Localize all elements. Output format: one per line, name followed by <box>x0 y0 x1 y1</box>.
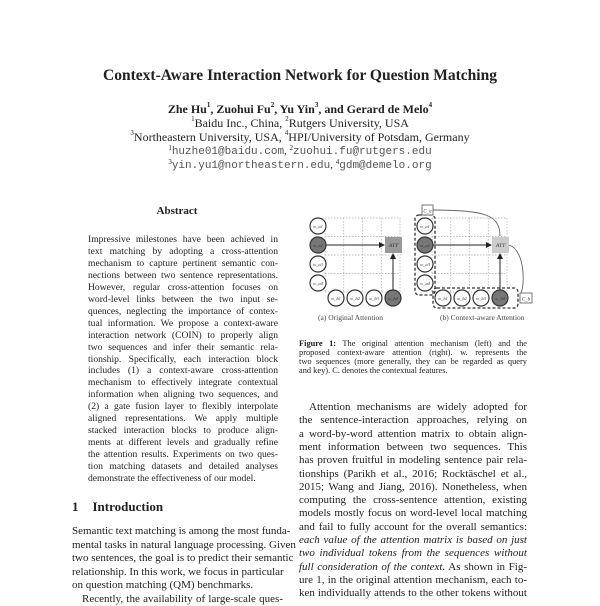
abstract-line: However, regular cross-attention focuses on <box>88 281 278 293</box>
att-label: ATT <box>495 243 506 249</box>
author-name: Gerard de Melo <box>346 102 429 116</box>
line-text: each value of the attention matrix is based on just <box>299 534 527 546</box>
abstract-line: interaction network (COIN) to properly align <box>88 329 278 341</box>
sup: 1 <box>191 115 195 123</box>
body-line <box>299 481 527 494</box>
token-label: w_a3 <box>420 262 430 267</box>
paper-title: Context-Aware Interaction Network for Question Matching <box>103 67 497 84</box>
abstract-line: mechanism to effectively integrate contextual <box>88 377 278 389</box>
line-text: two individual tokens from the sequences without <box>299 547 527 560</box>
abstract-line: two sequences and infer their semantic rela- <box>88 341 278 353</box>
section-heading-introduction <box>72 499 177 515</box>
sup: 3 <box>168 158 172 166</box>
body-line <box>299 441 527 454</box>
line-text: models mostly focus on word-level local matching <box>299 507 527 520</box>
token-label: w_b3 <box>476 296 486 301</box>
sep: , <box>274 102 280 116</box>
abstract-line: stacked interaction blocks to produce align- <box>88 425 278 437</box>
abstract-line: demonstrate the effectiveness of our model. <box>88 473 256 484</box>
abstract-line: aligned representations. We apply multiple <box>88 413 278 425</box>
line-text: the sentence-interaction approaches, relying on <box>299 414 527 427</box>
abstract-line: quences, neglecting the importance of contex- <box>88 305 278 317</box>
abstract-line: text matching by adopting a cross-attention <box>88 245 278 257</box>
token-label: w_a4 <box>313 281 323 286</box>
sup: 4 <box>284 129 289 137</box>
sup: 2 <box>285 115 289 123</box>
caption-line: proposed context-aware attention (right). w. represents the <box>299 348 527 357</box>
body-line <box>299 574 527 587</box>
body-line <box>299 468 527 481</box>
line-text: 2015; Wang and Jiang, 2016). Nonetheless, when <box>299 480 527 493</box>
intro-line: two sentences, the goal is to predict their semantic <box>72 552 294 564</box>
body-line <box>299 547 527 560</box>
subcaption-a: (a) Original Attention <box>318 313 383 322</box>
abstract-line: Impressive milestones have been achieved in <box>88 234 278 245</box>
sup: 1 <box>168 144 172 152</box>
line-text: As shown in Fig- <box>445 560 527 573</box>
token-label: w_a2 <box>313 243 323 248</box>
abstract-line: (2) a gate fusion layer to flexibly interpolate <box>88 401 278 413</box>
email: gdm@demelo.org <box>339 160 432 172</box>
caption-line <box>299 339 527 348</box>
author-name: Zuohui Fu <box>216 102 271 116</box>
sup: 3 <box>130 129 134 137</box>
intro-line: on question matching (QM) benchmarks. <box>72 579 254 591</box>
body-line <box>299 561 527 574</box>
email: huzhe01@baidu.com <box>171 146 285 158</box>
line-text: ken individually attends to the other tokens without <box>299 587 527 600</box>
token-label: w_a3 <box>313 262 323 267</box>
body-line <box>299 521 527 534</box>
token-label: w_b2 <box>350 296 360 301</box>
affiliation: Baidu Inc., China, <box>194 116 286 130</box>
intro-line: Recently, the availability of large-scale ques- <box>82 592 283 605</box>
line-text: has proven fruitful in modeling sentence pair rela- <box>299 454 527 467</box>
affiliation: Northeastern University, USA, <box>133 130 285 144</box>
att-label: ATT <box>388 243 399 249</box>
sep: , <box>210 102 217 116</box>
line-text: full consideration of the context. <box>299 560 446 573</box>
body-line <box>299 494 527 507</box>
context-label-a: C_a <box>423 209 432 215</box>
context-curve <box>509 245 523 293</box>
caption-text: The original attention mechanism (left) and the <box>336 339 527 348</box>
sep: , and <box>318 102 347 116</box>
abstract-line: the attention results. Experiments on two ques- <box>88 449 278 461</box>
token-label: w_a2 <box>420 243 430 248</box>
subcaption-b: (b) Context-aware Attention <box>440 313 525 322</box>
section-number: 1 <box>72 499 79 514</box>
author-sup: 4 <box>428 101 433 109</box>
context-label-b: C_b <box>521 297 531 303</box>
body-line <box>309 401 527 414</box>
author-name: Yu Yin <box>279 102 315 116</box>
line-text: computing the cross-sentence attention, existing <box>299 494 527 507</box>
abstract-line: word-level links between the two input se- <box>88 293 278 305</box>
sup: 4 <box>335 158 340 166</box>
token-label: w_b2 <box>457 296 467 301</box>
token-label: w_b3 <box>369 296 379 301</box>
abstract-line: tual information. We propose a context-aware <box>88 317 278 329</box>
email: zuohui.fu@rutgers.edu <box>293 146 432 158</box>
affiliation: HPI/University of Potsdam, Germany <box>288 130 470 144</box>
body-line <box>299 587 527 600</box>
context-curve <box>433 210 500 236</box>
abstract-line: ments at different levels and gradually refine <box>88 437 278 449</box>
section-title: Introduction <box>92 499 164 514</box>
token-label: w_b4 <box>388 296 398 301</box>
token-label: w_a1 <box>420 224 430 229</box>
body-line <box>299 507 527 520</box>
author-name: Zhe Hu <box>167 102 207 116</box>
body-line <box>299 534 527 547</box>
line-text: ure 1, in the original attention mechanism, each to- <box>299 573 527 586</box>
affiliation: Rutgers University, USA <box>288 116 409 130</box>
intro-line: Semantic text matching is among the most funda- <box>72 525 291 537</box>
abstract-line: information when aligning two sequences, and <box>88 389 278 401</box>
body-line <box>299 428 527 441</box>
line-text: tionships (Parikh et al., 2016; Rocktäschel et al., <box>299 467 527 480</box>
line-text: ment information between two sequences. This <box>299 440 527 453</box>
author-sup: 3 <box>314 101 319 109</box>
abstract-line: tion matching datasets and detailed analyses <box>88 461 278 473</box>
abstract-line: mechanism to capture pertinent semantic con- <box>88 257 278 269</box>
caption-line: two sequences (more generally, they can be regarded as query <box>299 357 527 366</box>
sep: , <box>330 159 336 171</box>
author-sup: 1 <box>206 101 211 109</box>
token-label: w_b1 <box>438 296 448 301</box>
email: yin.yu1@northeastern.edu <box>171 160 331 172</box>
body-line <box>299 454 527 467</box>
abstract-line: includes (1) a context-aware cross-attention <box>88 365 278 377</box>
token-label: w_a4 <box>420 281 430 286</box>
intro-line: mental tasks in natural language processing. Given <box>72 538 296 551</box>
token-label: w_b1 <box>331 296 341 301</box>
line-text: Attention mechanisms are widely adopted for <box>309 401 527 413</box>
caption-label: Figure 1: <box>299 339 337 348</box>
line-text: a word-by-word attention matrix to obtain align- <box>299 427 527 440</box>
abstract-line: tionship. Specifically, each interaction block <box>88 353 278 365</box>
abstract-heading: Abstract <box>156 205 198 217</box>
line-text: and fail to fully account for the overall semantics: <box>299 520 527 533</box>
abstract-line: nections between two sentence representations. <box>88 269 278 281</box>
sep: , <box>284 145 290 157</box>
token-label: w_a1 <box>313 224 323 229</box>
caption-line: and key). C. denotes the contextual features. <box>299 366 448 375</box>
sup: 2 <box>289 144 294 152</box>
intro-line: relationship. In this work, we focus in particular <box>72 565 284 578</box>
body-line <box>299 414 527 427</box>
author-sup: 2 <box>270 101 275 109</box>
token-label: w_b4 <box>495 296 505 301</box>
